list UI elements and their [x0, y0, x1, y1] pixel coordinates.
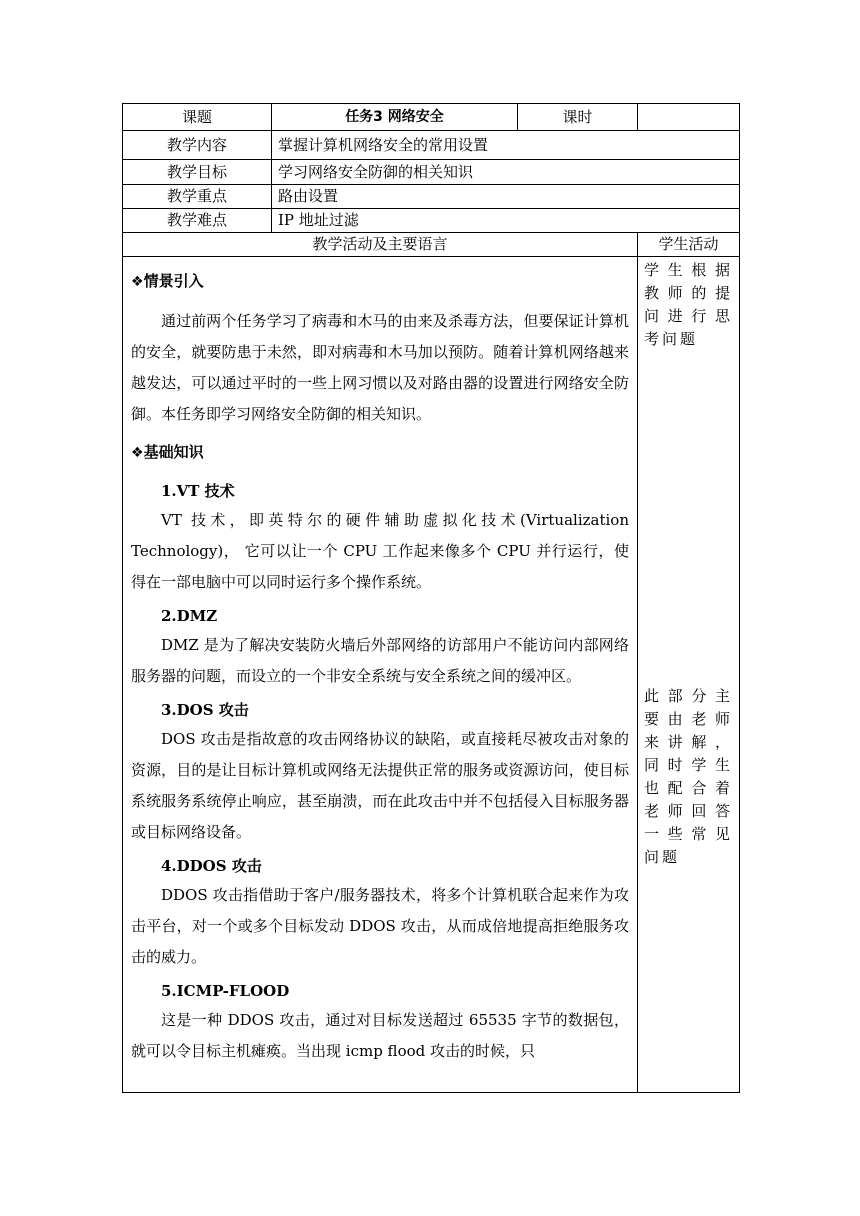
- item-title: 5.ICMP-FLOOD: [161, 982, 290, 1000]
- diamond-bullet-icon: ❖: [131, 445, 144, 461]
- item-title: 3.DOS 攻击: [161, 701, 249, 719]
- row-difficulty: [123, 209, 740, 233]
- row-value: 学习网络安全防御的相关知识: [272, 160, 740, 185]
- row-label: 教学难点: [123, 209, 272, 233]
- student-activity-cell: [638, 257, 740, 1093]
- header-row: [123, 104, 740, 131]
- hours-value: [638, 104, 740, 131]
- item-title: 2.DMZ: [161, 607, 218, 625]
- item-title: 1.VT 技术: [161, 482, 235, 500]
- section-title: 情景引入: [143, 272, 204, 290]
- row-goal: [123, 160, 740, 185]
- row-value: 路由设置: [272, 185, 740, 209]
- activities-content: [123, 257, 638, 1093]
- intro-paragraph: 通过前两个任务学习了病毒和木马的由来及杀毒方法，但要保证计算机的安全，就要防患于未然，即对病毒和木马加以预防。随着计算机网络越来越发达，可以通过平时的一些上网习惯以及对路由器的设置进行网络安全防御。本任务即学习网络安全防御的相关知识。: [131, 312, 629, 423]
- topic-value: 任务3 网络安全: [272, 104, 518, 131]
- section-basics-heading: [131, 440, 629, 465]
- row-label: 教学内容: [123, 131, 272, 160]
- item-text: 这是一种 DDOS 攻击，通过对目标发送超过 65535 字节的数据包，就可以令目标主机瘫痪。当出现 icmp flood 攻击的时候，只: [131, 1011, 629, 1060]
- row-focus: [123, 185, 740, 209]
- hours-label: 课时: [518, 104, 638, 131]
- section-title: 基础知识: [143, 443, 204, 461]
- section-intro-heading: [131, 269, 629, 294]
- diamond-bullet-icon: ❖: [131, 274, 144, 290]
- row-value: 掌握计算机网络安全的常用设置: [272, 131, 740, 160]
- main-body-row: [123, 257, 740, 1093]
- row-label: 教学目标: [123, 160, 272, 185]
- student-activity-1: 学生根据教师的提问进行思考问题: [644, 261, 733, 348]
- item-text: VT 技术，即英特尔的硬件辅助虚拟化技术(Virtualization Technology)， 它可以让一个 CPU 工作起来像多个 CPU 并行运行，使得在一部电脑中可以同时运行多个操作系统。: [131, 511, 629, 591]
- student-activity-2: 此部分主要由老师来讲解，同时学生也配合着老师回答一些常见问题: [644, 687, 733, 866]
- item-text: DDOS 攻击指借助于客户/服务器技术，将多个计算机联合起来作为攻击平台，对一个或多个目标发动 DDOS 攻击，从而成倍地提高拒绝服务攻击的威力。: [131, 886, 629, 966]
- topic-label: 课题: [123, 104, 272, 131]
- activities-header: 教学活动及主要语言: [123, 233, 638, 257]
- lesson-plan-table: [122, 103, 740, 1093]
- row-label: 教学重点: [123, 185, 272, 209]
- student-header: 学生活动: [638, 233, 740, 257]
- item-title: 4.DDOS 攻击: [161, 857, 262, 875]
- row-value: IP 地址过滤: [272, 209, 740, 233]
- item-text: DMZ 是为了解决安装防火墙后外部网络的访部用户不能访问内部网络服务器的问题，而设立的一个非安全系统与安全系统之间的缓冲区。: [131, 636, 629, 685]
- item-text: DOS 攻击是指故意的攻击网络协议的缺陷，或直接耗尽被攻击对象的资源，目的是让目标计算机或网络无法提供正常的服务或资源访问，使目标系统服务系统停止响应，甚至崩溃，而在此攻击中并不包括侵入目标服务器或目标网络设备。: [131, 730, 629, 841]
- row-content: [123, 131, 740, 160]
- column-header-row: [123, 233, 740, 257]
